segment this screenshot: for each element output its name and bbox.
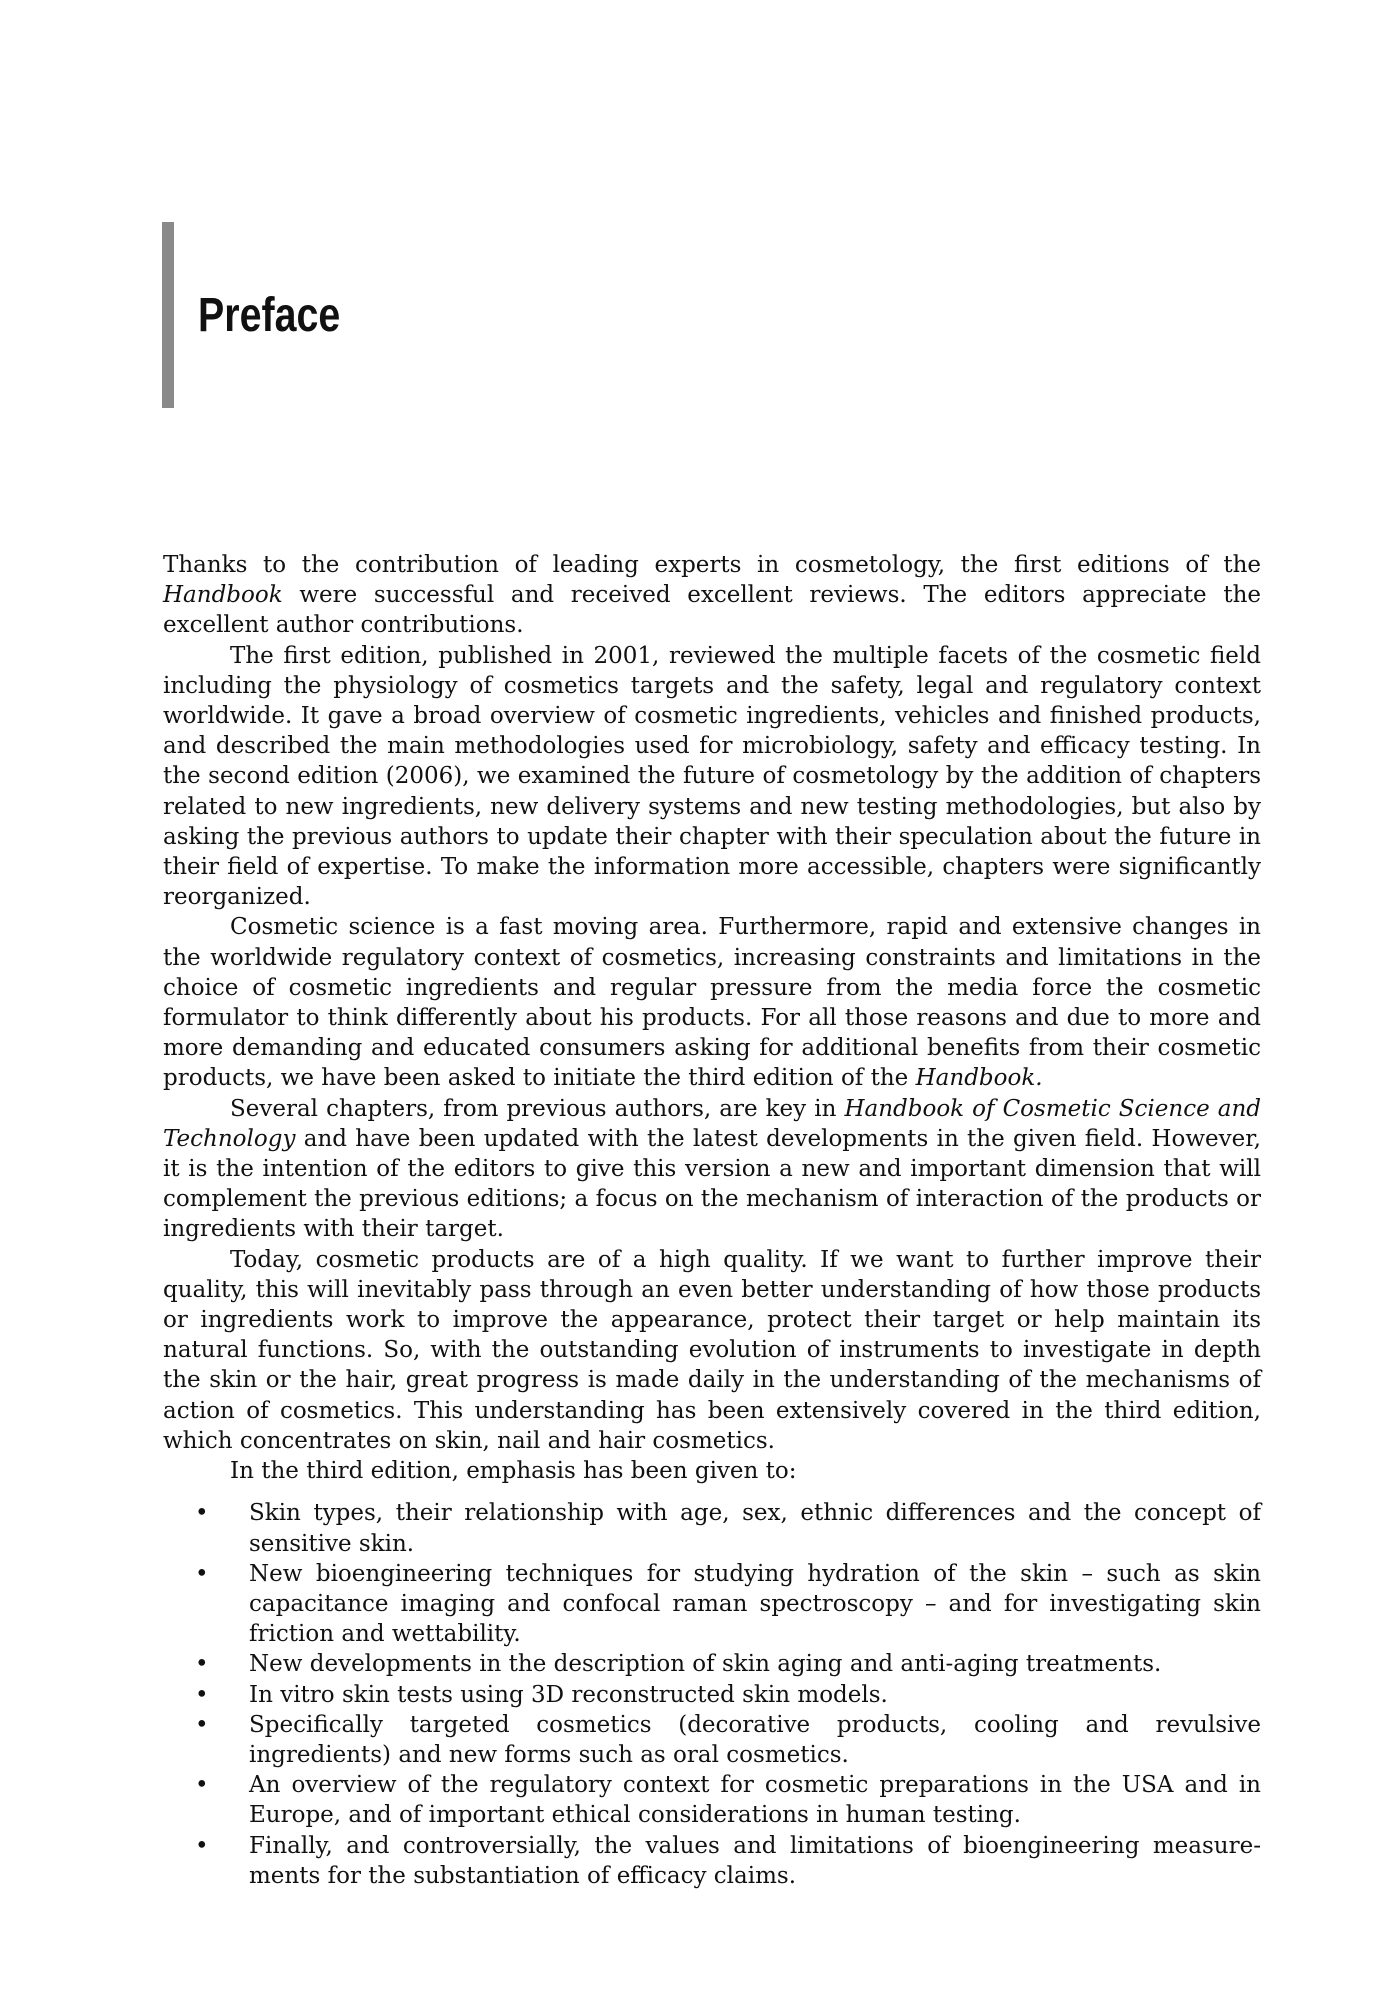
bullet-item bbox=[163, 1680, 1261, 1710]
body-paragraph bbox=[163, 912, 1261, 1093]
bullet-text: Finally, and controversially, the values and limitations of bioengineering measure-ments for the substantiation of efficacy claims. bbox=[249, 1832, 1261, 1889]
body-paragraph bbox=[163, 1094, 1261, 1245]
bullet-item bbox=[163, 1498, 1261, 1558]
preface-body bbox=[163, 550, 1261, 1891]
italic-text-run: Handbook of Cosmetic Science and Technology bbox=[163, 1095, 1261, 1152]
bullet-dot-icon: • bbox=[195, 1681, 209, 1708]
bullet-dot-icon: • bbox=[195, 1651, 209, 1678]
text-run: Thanks to the contribution of leading experts in cosmetology, the first editions of the bbox=[163, 552, 1261, 578]
text-run: Today, cosmetic products are of a high quality. If we want to further improve their quality, this will inevitably pass through an even better understanding of how those products or ingredients work to improve the appearance, protect their target or help maintain its natural functions. So, with the outstanding evolution of instruments to investigate in depth the skin or the hair, great progress is made daily in the understanding of the mechanisms of action of cosmetics. This understanding has been extensively covered in the third edition, which concentrates on skin, nail and hair cosmetics. bbox=[163, 1246, 1261, 1454]
bullet-dot-icon: • bbox=[195, 1711, 209, 1738]
bullet-item bbox=[163, 1649, 1261, 1679]
body-paragraph bbox=[163, 641, 1261, 913]
bullet-item bbox=[163, 1770, 1261, 1830]
bullet-item bbox=[163, 1831, 1261, 1891]
bullet-text: An overview of the regulatory context for cosmetic preparations in the USA and in Europe, and of important ethical considerations in human testing. bbox=[249, 1772, 1261, 1829]
body-paragraph bbox=[163, 550, 1261, 641]
text-run: were successful and received excellent reviews. The editors appreciate the excellent author contributions. bbox=[163, 582, 1261, 639]
bullet-item bbox=[163, 1710, 1261, 1770]
bullet-text: In vitro skin tests using 3D reconstructed skin models. bbox=[249, 1681, 888, 1708]
body-paragraph bbox=[163, 1456, 1261, 1486]
body-paragraph bbox=[163, 1245, 1261, 1456]
italic-text-run: Handbook bbox=[163, 582, 283, 609]
paragraph-list bbox=[163, 550, 1261, 1486]
bullet-text: New bioengineering techniques for studying hydration of the skin – such as skin capacitance imaging and confocal raman spectroscopy – and for investigating skin friction and wettability. bbox=[249, 1560, 1261, 1648]
title-accent-bar bbox=[162, 222, 174, 408]
text-run: The first edition, published in 2001, reviewed the multiple facets of the cosmetic field including the physiology of cosmetics targets and the safety, legal and regulatory context worldwide. It gave a broad overview of cosmetic ingredients, vehicles and finished products, and described the main methodologies used for microbiology, safety and efficacy testing. In the second edition (2006), we examined the future of cosmetology by the addition of chapters related to new ingredients, new delivery systems and new testing methodologies, but also by asking the previous authors to update their chapter with their speculation about the future in their field of expertise. To make the information more accessible, chapters were significantly reorganized. bbox=[163, 642, 1261, 911]
bullet-text: Specifically targeted cosmetics (decorative products, cooling and revulsive ingredients) and new forms such as oral cosmetics. bbox=[249, 1711, 1261, 1768]
text-run: Several chapters, from previous authors, are key in bbox=[230, 1095, 845, 1122]
text-run: In the third edition, emphasis has been given to: bbox=[230, 1458, 797, 1485]
bullet-dot-icon: • bbox=[195, 1832, 209, 1859]
emphasis-bullet-list bbox=[163, 1498, 1261, 1891]
text-run: Cosmetic science is a fast moving area. Furthermore, rapid and extensive changes in the worldwide regulatory context of cosmetics, increasing constraints and limitations in the choice of cosmetic ingredients and regular pressure from the media force the cosmetic formulator to think differently about his products. For all those reasons and due to more and more demanding and educated consumers asking for additional benefits from their cosmetic products, we have been asked to initiate the third edition of the bbox=[163, 914, 1261, 1092]
bullet-text: Skin types, their relationship with age, sex, ethnic differences and the concept of sensitive skin. bbox=[249, 1500, 1261, 1557]
bullet-dot-icon: • bbox=[195, 1560, 209, 1587]
bullet-text: New developments in the description of skin aging and anti-aging treatments. bbox=[249, 1651, 1162, 1678]
bullet-dot-icon: • bbox=[195, 1500, 209, 1527]
bullet-item bbox=[163, 1559, 1261, 1650]
bullet-dot-icon: • bbox=[195, 1772, 209, 1799]
italic-text-run: Handbook. bbox=[915, 1065, 1043, 1092]
text-run: and have been updated with the latest developments in the given field. However, it is the intention of the editors to give this version a new and important dimension that will complement the previous editions; a focus on the mechanism of interaction of the products or ingredients with their target. bbox=[163, 1125, 1261, 1243]
page-title: Preface bbox=[198, 289, 341, 342]
